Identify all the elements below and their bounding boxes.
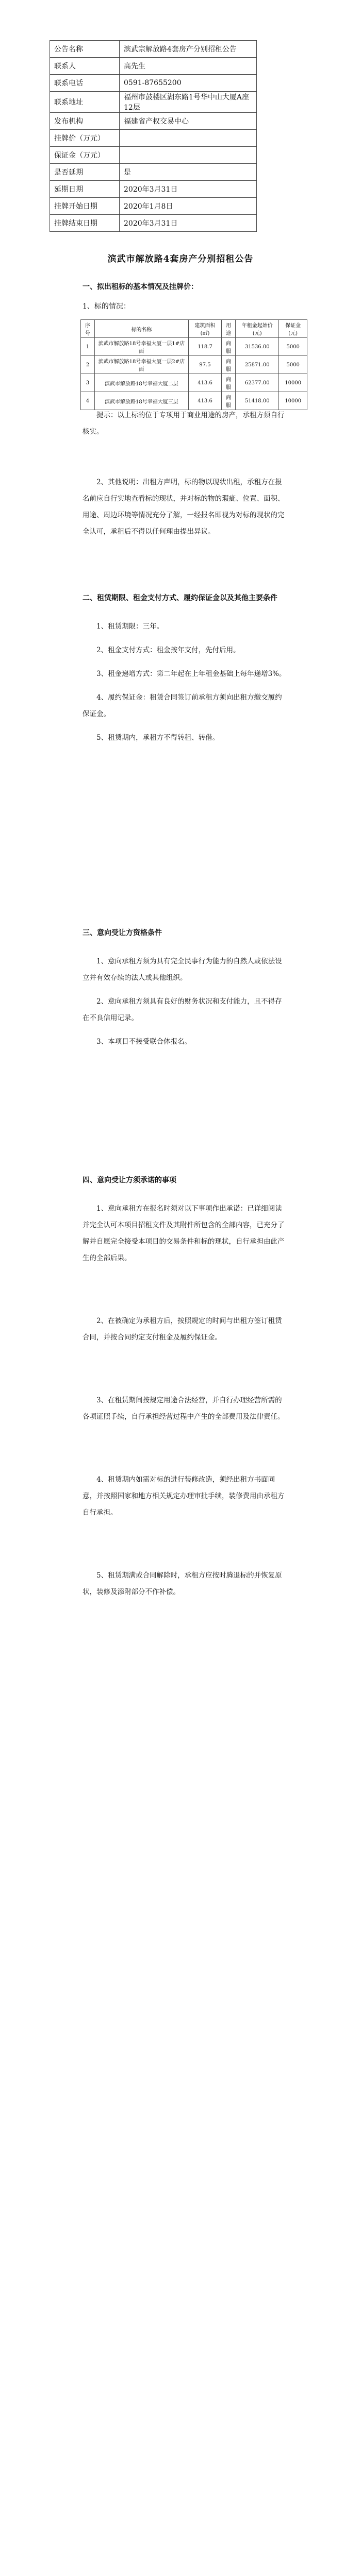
info-row: [50, 215, 257, 232]
paragraph: 1、租赁期限：三年。: [96, 622, 164, 631]
table-cell: 滨武市解放路18号幸福大厦一层2#店面: [94, 356, 188, 374]
section-3-heading: 三、意向受让方资格条件: [83, 929, 162, 937]
info-key: 挂牌结束日期: [50, 215, 120, 232]
info-value: 2020年1月8日: [120, 198, 257, 215]
table-cell: 商服: [222, 392, 236, 410]
paragraph: 2、在被确定为承租方后，按照规定的时间与出租方签订租赁合同，并按合同约定支付租金及履约保证金。: [83, 1317, 282, 1342]
paragraph: 3、在租赁期间按规定用途合法经营，并自行办理经营所需的各项证照手续，自行承担经营过程中产生的全部费用及法律责任。: [83, 1396, 285, 1421]
info-key: 联系人: [50, 58, 120, 75]
table-row: [81, 356, 307, 374]
paragraph: 1、意向承租方须为具有完全民事行为能力的自然人或依法设立并有效存续的法人或其他组织。: [83, 957, 282, 982]
table-cell: 413.6: [188, 374, 221, 392]
info-value: [120, 147, 257, 164]
table-cell: 5000: [279, 356, 307, 374]
table-header-cell: 标的名称: [94, 320, 188, 338]
table-cell: 5000: [279, 338, 307, 356]
info-key: 挂牌开始日期: [50, 198, 120, 215]
table-cell: 25871.00: [236, 356, 279, 374]
table-cell: 31536.00: [236, 338, 279, 356]
info-row: [50, 198, 257, 215]
info-key: 延期日期: [50, 181, 120, 198]
paragraph: 5、租赁期满或合同解除时，承租方应按时腾退标的并恢复原状，装修及添附部分不作补偿。: [83, 1571, 282, 1596]
page-title: 滨武市解放路4套房产分别招租公告: [107, 254, 254, 264]
table-header-cell: 用途: [222, 320, 236, 338]
info-key: 挂牌价（万元）: [50, 130, 120, 147]
info-key: 保证金（万元）: [50, 147, 120, 164]
info-row: [50, 113, 257, 130]
paragraph: 3、租金递增方式：第二年起在上年租金基础上每年递增3%。: [96, 670, 286, 678]
info-value: 福建省产权交易中心: [120, 113, 257, 130]
info-row: [50, 75, 257, 92]
table-row: [81, 338, 307, 356]
paragraph: 2、意向承租方须具有良好的财务状况和支付能力，且不得存在不良信用记录。: [83, 997, 282, 1022]
paragraph: 3、本项目不接受联合体报名。: [96, 1038, 192, 1046]
info-value: 2020年3月31日: [120, 215, 257, 232]
info-row: [50, 41, 257, 58]
info-value: [120, 130, 257, 147]
info-key: 发布机构: [50, 113, 120, 130]
table-cell: 1: [81, 338, 95, 356]
info-key: 联系地址: [50, 92, 120, 113]
info-key: 联系电话: [50, 75, 120, 92]
paragraph: 4、租赁期内如需对标的进行装修改造，须经出租方书面同意，并按照国家和地方相关规定办理审批手续，装修费用由承租方自行承担。: [83, 1476, 285, 1517]
table-cell: 商服: [222, 356, 236, 374]
table-cell: 97.5: [188, 356, 221, 374]
info-row: [50, 164, 257, 181]
table-cell: 10000: [279, 374, 307, 392]
info-row: [50, 58, 257, 75]
table-cell: 滨武市解放路18号幸福大厦三层: [94, 392, 188, 410]
info-row: [50, 92, 257, 113]
table-cell: 51418.00: [236, 392, 279, 410]
info-row: [50, 147, 257, 164]
info-row: [50, 181, 257, 198]
info-value: 2020年3月31日: [120, 181, 257, 198]
section-1a: 1、标的情况：: [83, 302, 130, 311]
desc-paragraph: 2、其他说明：出租方声明，标的物以现状出租，承租方在报名前应自行实地查看标的现状，并对标的物的瑕疵、位置、面积、用途、周边环境等情况充分了解，一经报名即视为对标的现状的完全认可，承租后不得以任何理由提出异议。: [83, 478, 285, 536]
section-4-heading: 四、意向受让方须承诺的事项: [83, 1176, 176, 1184]
paragraph: 5、租赁期内，承租方不得转租、转借。: [96, 734, 220, 742]
table-cell: 商服: [222, 338, 236, 356]
info-row: [50, 130, 257, 147]
table-cell: 4: [81, 392, 95, 410]
table-header-cell: 保证金(元): [279, 320, 307, 338]
table-cell: 10000: [279, 392, 307, 410]
info-value: 福州市鼓楼区湖东路1号华中山大厦A座12层: [120, 92, 257, 113]
info-key: 是否延期: [50, 164, 120, 181]
info-value: 是: [120, 164, 257, 181]
table-cell: 3: [81, 374, 95, 392]
table-cell: 413.6: [188, 392, 221, 410]
table-header-cell: 年租金起始价(元): [236, 320, 279, 338]
info-table: [50, 40, 257, 232]
info-key: 公告名称: [50, 41, 120, 58]
info-value: 滨武宗解放路4套房产分别招租公告: [120, 41, 257, 58]
tip-paragraph: 提示：以上标的位于专项用于商业用途的房产，承租方须自行核实。: [83, 411, 285, 436]
table-cell: 118.7: [188, 338, 221, 356]
section-2-heading: 二、租赁期限、租金支付方式、履约保证金以及其他主要条件: [83, 594, 277, 602]
table-cell: 滨武市解放路18号幸福大厦一层1#店面: [94, 338, 188, 356]
section-1-heading: 一、拟出租标的基本情况及挂牌价：: [83, 283, 198, 291]
table-header-cell: 序号: [81, 320, 95, 338]
table-cell: 62377.00: [236, 374, 279, 392]
table-cell: 2: [81, 356, 95, 374]
section-3-body: [83, 953, 289, 1057]
table-header-cell: 建筑面积(㎡): [188, 320, 221, 338]
paragraph: 2、租金支付方式：租金按年支付，先付后用。: [96, 646, 240, 654]
paragraph: 4、履约保证金：租赁合同签订前承租方须向出租方缴交履约保证金。: [83, 693, 282, 718]
table-cell: 滨武市解放路18号幸福大厦二层: [94, 374, 188, 392]
section-2-body: [83, 618, 289, 753]
info-value: 0591-87655200: [120, 75, 257, 92]
section-4-body: [83, 1200, 289, 1647]
info-value: 高先生: [120, 58, 257, 75]
property-table: [80, 319, 307, 410]
table-cell: 商服: [222, 374, 236, 392]
table-row: [81, 374, 307, 392]
paragraph: 1、意向承租方在报名时须对以下事项作出承诺：已详细阅读并完全认可本项目招租文件及其附件所包含的全部内容，已充分了解并自愿完全接受本项目的交易条件和标的现状，自行承担由此产生的全部后果。: [83, 1205, 285, 1262]
